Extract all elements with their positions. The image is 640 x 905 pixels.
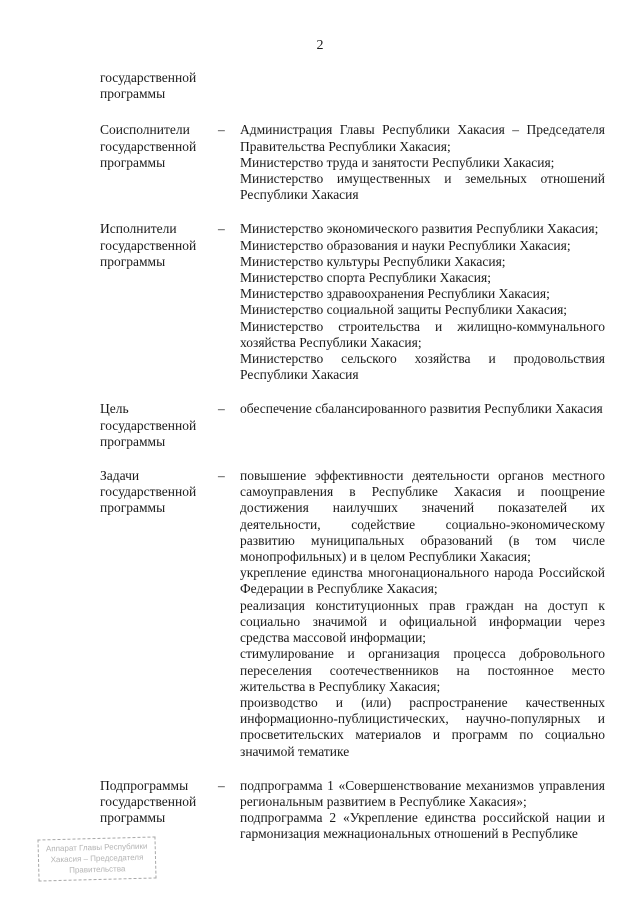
paragraph: повышение эффективности деятельности органов местного самоуправления в Республике Хакасия и поощрение достижения наилучших значений показателей их деятельности, содействие социально-экономическому развитию муниципальных образований (в том числе монопрофильных) и в целом Республики Хакасия;	[240, 468, 605, 565]
row-label: Исполнители государственной программы	[100, 221, 197, 269]
paragraph: Министерство культуры Республики Хакасия;	[240, 253, 506, 269]
row-body	[240, 468, 605, 760]
row-dash: –	[218, 401, 225, 417]
paragraph: обеспечение сбалансированного развития Республики Хакасия	[240, 401, 603, 417]
paragraph: Министерство образования и науки Республики Хакасия;	[240, 237, 571, 253]
paragraph: Министерство сельского хозяйства и продовольствия Республики Хакасия	[240, 351, 605, 383]
passport-table	[100, 70, 605, 861]
row-co-executors	[100, 122, 605, 203]
row-label: государственной программы	[100, 70, 197, 102]
paragraph: подпрограмма 2 «Укрепление единства российской нации и гармонизация межнациональных отношений в Республике	[240, 810, 605, 842]
paragraph: Министерство имущественных и земельных отношений Республики Хакасия	[240, 171, 605, 203]
row-label: Соисполнители государственной программы	[100, 122, 197, 170]
row-label: Подпрограммы государственной программы	[100, 777, 197, 826]
row-dash: –	[218, 122, 225, 138]
row-dash: –	[218, 468, 225, 484]
paragraph: Министерство труда и занятости Республики Хакасия;	[240, 154, 555, 170]
stamp-line: Правительства	[69, 864, 126, 875]
paragraph: Администрация Главы Республики Хакасия – Председателя Правительства Республики Хакасия;	[240, 122, 605, 154]
row-executors	[100, 221, 605, 383]
row-dash	[218, 70, 240, 102]
row-body	[240, 778, 605, 843]
paragraph: реализация конституционных прав граждан на доступ к социально значимой и официальной информации через средства массовой информации;	[240, 597, 605, 646]
row-body	[240, 70, 605, 102]
paragraph: Министерство спорта Республики Хакасия;	[240, 270, 491, 286]
row-body	[240, 401, 605, 450]
paragraph: укрепление единства многонационального народа Российской Федерации в Республике Хакасия;	[240, 565, 605, 597]
row-dash: –	[218, 777, 225, 793]
row-program-continuation	[100, 70, 605, 102]
paragraph: производство и (или) распространение качественных информационно-публицистических, научно-популярных и просветительских материалов и программ по социально значимой тематике	[240, 694, 605, 759]
row-body	[240, 221, 605, 383]
paragraph: подпрограмма 1 «Совершенствование механизмов управления региональным развитием в Республике Хакасия»;	[240, 777, 605, 809]
paragraph: Министерство экономического развития Республики Хакасия;	[240, 221, 599, 237]
row-body	[240, 122, 605, 203]
paragraph: Министерство здравоохранения Республики Хакасия;	[240, 286, 550, 302]
stamp-line: Аппарат Главы Республики	[45, 841, 148, 854]
row-label: Задачи государственной программы	[100, 468, 197, 516]
row-tasks	[100, 468, 605, 760]
row-subprograms	[100, 778, 605, 843]
stamp-line: Хакасия – Председателя	[50, 852, 144, 865]
page-number: 2	[316, 38, 324, 53]
paragraph: Министерство социальной защиты Республики Хакасия;	[240, 302, 568, 318]
row-goal	[100, 401, 605, 450]
faded-stamp	[37, 836, 156, 881]
paragraph: стимулирование и организация процесса добровольного переселения соотечественников на постоянное место жительства в Республику Хакасия;	[240, 646, 605, 694]
paragraph: Министерство строительства и жилищно-коммунального хозяйства Республики Хакасия;	[240, 318, 605, 350]
row-dash: –	[218, 221, 225, 237]
row-label: Цель государственной программы	[100, 401, 197, 449]
